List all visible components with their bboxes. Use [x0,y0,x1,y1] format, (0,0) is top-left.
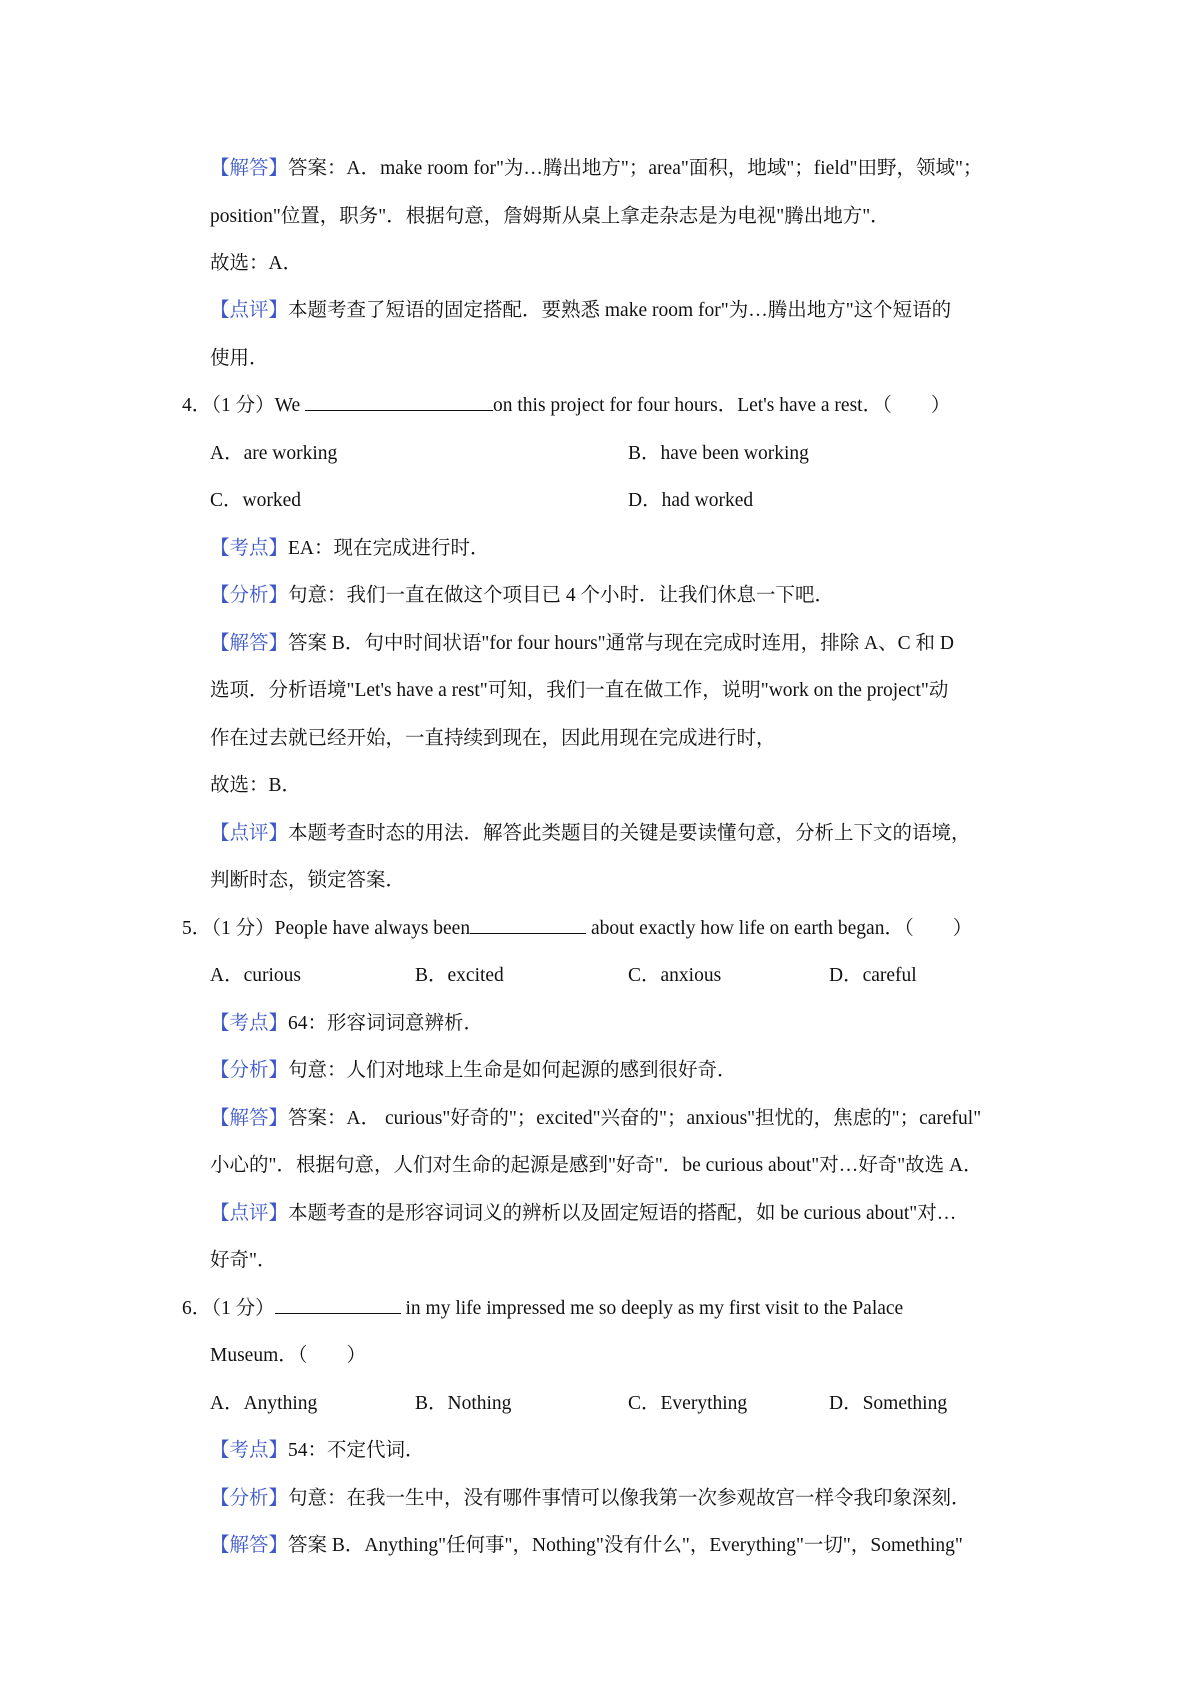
answer-blank [275,1295,401,1314]
q3-comment-line-2: 使用． [210,348,269,369]
answer-tag: 【解答】 [210,158,289,179]
q4-option-d: D．had worked [628,490,754,511]
q5-analysis: 【分析】句意：人们对地球上生命是如何起源的感到很好奇． [210,1060,737,1081]
q5-stem: 5．（1 分）People have always been about exactly how life on earth began．（ ） [182,915,972,943]
q5-option-c: C．anxious [628,965,722,986]
answer-blank [470,915,586,934]
q6-option-c: C．Everything [628,1393,748,1414]
answer-blank [305,392,493,411]
q5-comment-line-2: 好奇"． [210,1250,277,1271]
q5-answer-line-2: 小心的"．根据句意，人们对生命的起源是感到"好奇"．be curious about"对…好奇"故选 A． [210,1155,983,1176]
q5-option-d: D．careful [829,965,917,986]
q4-answer-line-3: 作在过去就已经开始，一直持续到现在，因此用现在完成进行时， [210,728,776,749]
q4-answer-line-2: 选项．分析语境"Let's have a rest"可知，我们一直在做工作，说明"work on the project"动 [210,680,949,701]
q5-option-b: B．excited [415,965,504,986]
q6-stem-line-1: 6．（1 分） in my life impressed me so deeply as my first visit to the Palace [182,1295,903,1323]
q3-comment-line-1: 【点评】本题考查了短语的固定搭配．要熟悉 make room for"为…腾出地方"这个短语的 [210,300,952,321]
q5-option-a: A．curious [210,965,301,986]
q4-comment-line-2: 判断时态，锁定答案． [210,870,406,891]
q4-option-a: A．are working [210,443,338,464]
comment-tag: 【点评】 [210,300,289,321]
q4-stem: 4．（1 分）We on this project for four hours．Let's have a rest．（ ） [182,392,950,420]
q6-option-d: D．Something [829,1393,948,1414]
q4-point: 【考点】EA：现在完成进行时． [210,538,490,559]
q5-answer-line-1: 【解答】答案：A． curious"好奇的"；excited"兴奋的"；anxious"担忧的，焦虑的"；careful" [210,1108,982,1129]
q6-answer-line-1: 【解答】答案 B．Anything"任何事"，Nothing"没有什么"，Everything"一切"，Something" [210,1535,963,1556]
q6-option-b: B．Nothing [415,1393,512,1414]
q6-analysis: 【分析】句意：在我一生中，没有哪件事情可以像我第一次参观故宫一样令我印象深刻． [210,1488,971,1509]
q6-stem-line-2: Museum．（ ） [210,1345,367,1366]
q3-answer-line-1: 【解答】答案：A．make room for"为…腾出地方"；area"面积，地域"；field"田野，领域"； [210,158,983,179]
q4-comment-line-1: 【点评】本题考查时态的用法．解答此类题目的关键是要读懂句意，分析上下文的语境， [210,823,971,844]
q6-option-a: A．Anything [210,1393,318,1414]
q5-point: 【考点】64：形容词词意辨析． [210,1013,484,1034]
q4-choose: 故选：B． [210,775,302,796]
q4-answer-line-1: 【解答】答案 B．句中时间状语"for four hours"通常与现在完成时连用，排除 A、C 和 D [210,633,954,654]
q4-analysis: 【分析】句意：我们一直在做这个项目已 4 个小时．让我们休息一下吧． [210,585,835,606]
q4-option-b: B．have been working [628,443,809,464]
q3-choose: 故选：A． [210,253,303,274]
q3-answer-line-2: position"位置，职务"．根据句意，詹姆斯从桌上拿走杂志是为电视"腾出地方"． [210,206,890,227]
q6-point: 【考点】54：不定代词． [210,1440,425,1461]
q5-comment-line-1: 【点评】本题考查的是形容词词义的辨析以及固定短语的搭配，如 be curious about"对… [210,1203,957,1224]
q4-option-c: C．worked [210,490,301,511]
